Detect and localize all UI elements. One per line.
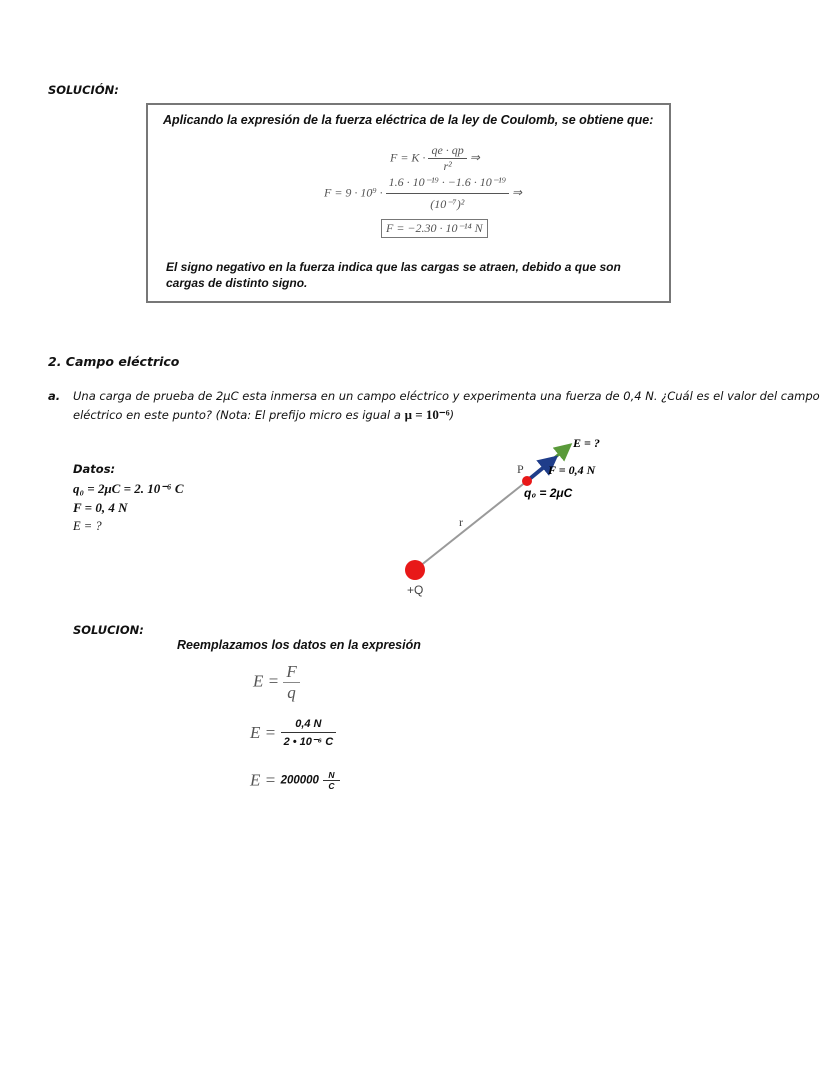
eq-lhs: F = K · [390,150,426,165]
numerator: 1.6 · 10⁻¹⁹ · −1.6 · 10⁻¹⁹ [386,175,509,194]
numerator: 0,4 N [281,718,335,733]
denominator: q [287,683,296,702]
distance-label: r [459,515,463,529]
question-end: ) [449,408,455,422]
source-charge-label: +Q [407,583,424,597]
unit-numerator: N [323,770,339,781]
distance-line [415,481,527,570]
eq-lhs: E = [253,671,280,691]
denominator: (10⁻⁷)² [430,197,465,211]
solution-heading: SOLUCIÓN: [48,83,119,97]
source-charge [405,560,425,580]
field-label: E = ? [573,436,600,450]
section-title: 2. Campo eléctrico [48,354,180,369]
fraction [281,718,337,748]
boxed-result: F = −2.30 · 10⁻¹⁴ N [381,219,488,238]
test-charge [522,476,532,486]
datos-field: E = ? [73,519,102,533]
denominator: 2 • 10⁻⁶ C [283,736,334,748]
numerator: qe · qp [428,143,466,159]
result-value: 200000 [280,774,319,787]
unit-denominator: C [328,781,335,791]
question-text: eléctrico en este punto? (Nota: El prefijo micro es igual a [73,408,405,422]
conclusion-line-2: cargas de distinto signo. [166,276,308,290]
implies-arrow: ⇒ [469,150,480,165]
field-substitution [250,718,336,748]
force-label: F = 0,4 N [548,463,596,477]
datos-heading: Datos: [73,462,116,476]
eq-lhs: E = [250,723,277,742]
eq-lhs: F = 9 · 10⁹ · [324,185,383,200]
solution-2-intro: Reemplazamos los datos en la expresión [177,638,421,652]
point-label: P [517,462,524,476]
datos-q0: q₀ = 2μC = 2. 10⁻⁶ C [73,481,184,496]
unit-fraction [323,770,339,791]
implies-arrow: ⇒ [511,185,522,200]
field-formula [253,662,300,703]
fraction [283,662,299,703]
question-line-1: Una carga de prueba de 2μC esta inmersa en un campo eléctrico y experimenta una fuerza de 0,4 N. ¿Cuál es el valor del campo [73,389,820,403]
box-intro: Aplicando la expresión de la fuerza eléctrica de la ley de Coulomb, se obtiene que: [163,113,654,127]
charge-label: q₀ = 2μC [524,486,573,500]
eq-lhs: E = [250,770,277,790]
solution-2-heading: SOLUCION: [73,623,144,637]
conclusion-line-1: El signo negativo en la fuerza indica que las cargas se atraen, debido a que son [166,260,621,274]
datos-force: F = 0, 4 N [73,500,128,515]
item-label: a. [48,389,61,403]
micro-definition: μ = 10⁻⁶ [404,407,450,422]
numerator: F [283,662,299,683]
denominator: r² [443,159,452,173]
field-result [250,770,340,791]
